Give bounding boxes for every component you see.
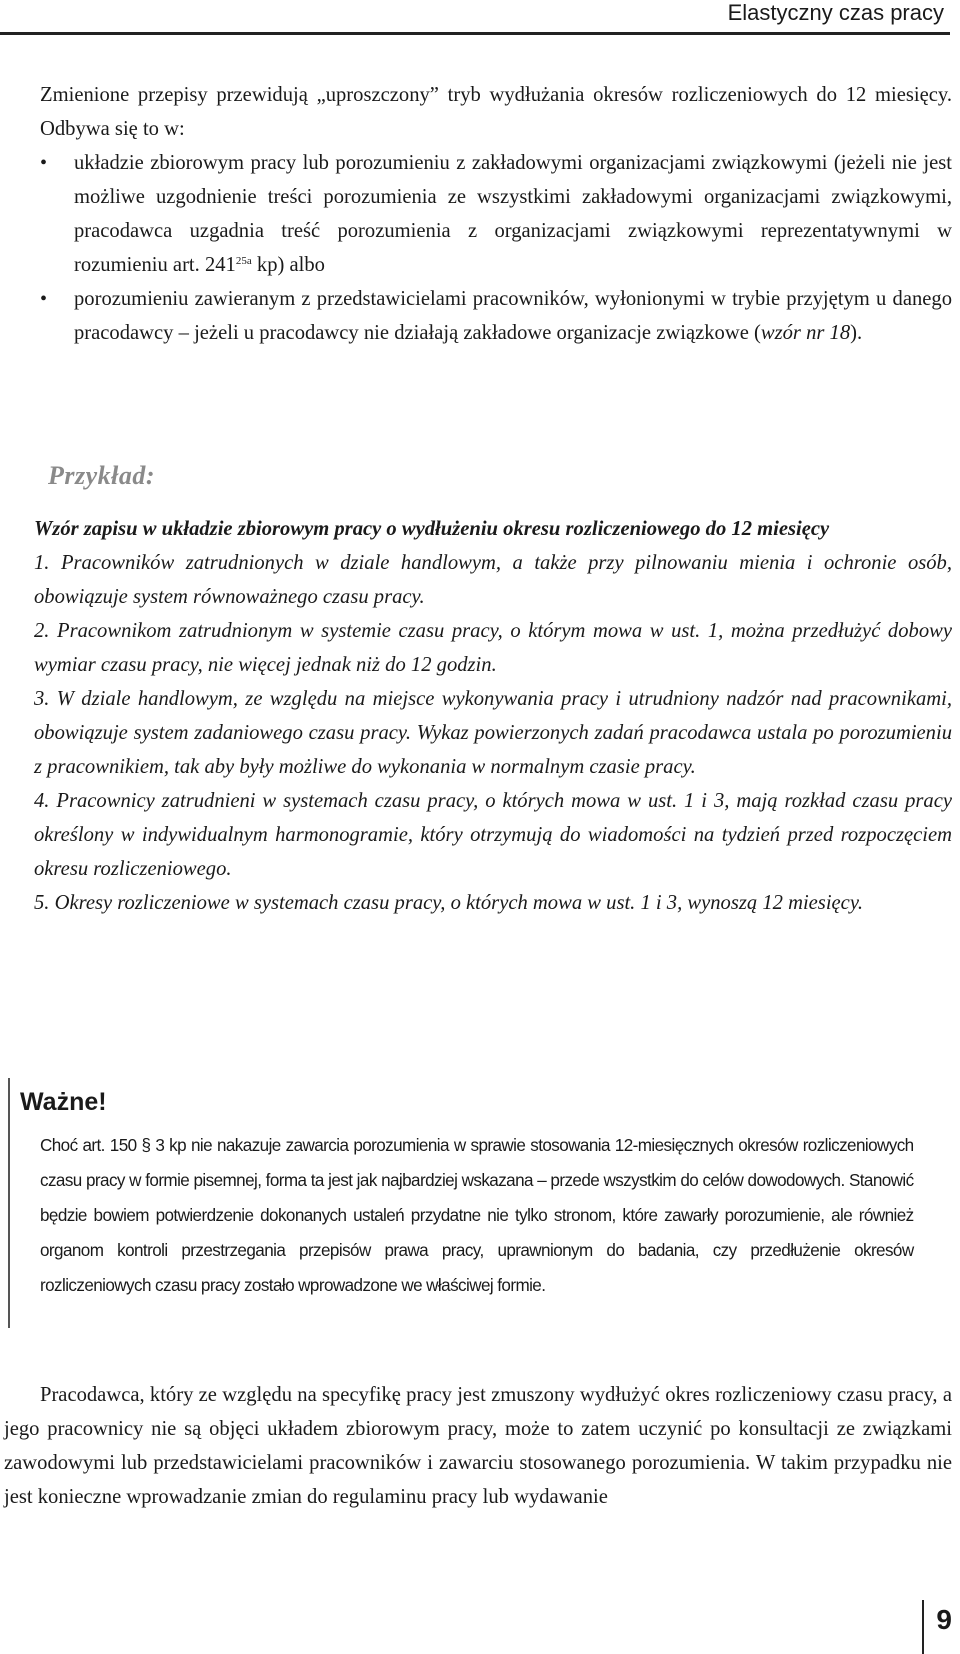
example-item: 1. Pracowników zatrudnionych w dziale handlowym, a także przy pilnowaniu mienia i ochronie osób, obowiązuje system równoważnego czasu pracy. — [34, 552, 952, 608]
example-item: 5. Okresy rozliczeniowe w systemach czasu pracy, o których mowa w ust. 1 i 3, wynoszą 12 miesięcy. — [34, 892, 863, 914]
bullet-glyph: • — [40, 288, 48, 310]
example-item: 2. Pracownikom zatrudnionym w systemie czasu pracy, o którym mowa w ust. 1, można przedłużyć dobowy wymiar czasu pracy, nie więcej jednak niż do 12 godzin. — [34, 620, 952, 676]
list-item — [40, 282, 952, 350]
bullet-list — [40, 146, 952, 350]
bullet-text-end: ). — [850, 322, 863, 344]
important-box — [8, 1078, 954, 1328]
important-label: Ważne! — [20, 1088, 107, 1116]
important-text: Choć art. 150 § 3 kp nie nakazuje zawarcia porozumienia w sprawie stosowania 12-miesięcznych okresów rozliczeniowych czasu pracy w formie pisemnej, forma ta jest jak najbardziej wskazana – przede wszystkim do celów dowodowych. Stanowić będzie bowiem potwierdzenie dokonanych ustaleń przydatne nie tylko stronom, które zawarły porozumienie, ale również organom kontroli przestrzegania przepisów prawa pracy, uprawnionym do badania, czy przedłużenie okresów rozliczeniowych czasu pracy zostało wprowadzone we właściwej formie. — [40, 1135, 914, 1295]
bullet-glyph: • — [40, 152, 48, 174]
bullet-text: układzie zbiorowym pracy lub porozumieniu z zakładowymi organizacjami związkowymi (jeżeli nie jest możliwe uzgodnienie treści porozumienia ze wszystkimi zakładowymi organizacjami związkowymi, pracodawca uzgadnia treść porozumienia z organizacjami związkowymi reprezentatywnymi w rozumieniu art. 241 — [74, 152, 952, 276]
bullet-text-end: kp) albo — [251, 254, 325, 276]
example-block — [34, 512, 952, 920]
example-item: 4. Pracownicy zatrudnieni w systemach czasu pracy, o których mowa w ust. 1 i 3, mają rozkład czasu pracy określony w indywidualnym harmonogramie, który otrzymują do wiadomości na tydzień przed rozpoczęciem okresu rozliczeniowego. — [34, 790, 952, 880]
bullet-text: porozumieniu zawieranym z przedstawicielami pracowników, wyłonionymi w trybie przyjętym u danego pracodawcy – jeżeli u pracodawcy nie działają zakładowe organizacje związkowe ( — [74, 288, 952, 344]
example-title: Wzór zapisu w układzie zbiorowym pracy o wydłużeniu okresu rozliczeniowego do 12 miesięcy — [34, 518, 830, 540]
list-item — [40, 146, 952, 282]
bullet-reference: wzór nr 18 — [760, 322, 851, 344]
page-number: 9 — [922, 1600, 952, 1654]
intro-paragraph: Zmienione przepisy przewidują „uproszczony” tryb wydłużania okresów rozliczeniowych do 12 miesięcy. Odbywa się to w: — [40, 84, 952, 140]
outro-paragraph: Pracodawca, który ze względu na specyfikę pracy jest zmuszony wydłużyć okres rozliczeniowy czasu pracy, a jego pracownicy nie są objęci układem zbiorowym pracy, może to zatem uczynić po konsultacji ze związkami zawodowymi lub przedstawicielami pracowników i zawarciu stosowanego porozumienia. W takim przypadku nie jest konieczne wprowadzanie zmian do regulaminu pracy lub wydawanie — [4, 1384, 952, 1508]
header-title: Elastyczny czas pracy — [727, 0, 944, 25]
superscript: 25a — [235, 255, 252, 267]
running-header — [0, 0, 950, 35]
example-label: Przykład: — [48, 461, 156, 490]
example-item: 3. W dziale handlowym, ze względu na miejsce wykonywania pracy i utrudniony nadzór nad pracownikami, obowiązuje system zadaniowego czasu pracy. Wykaz powierzonych zadań pracodawca ustala po porozumieniu z pracownikiem, tak aby były możliwe do wykonania w normalnym czasie pracy. — [34, 688, 952, 778]
